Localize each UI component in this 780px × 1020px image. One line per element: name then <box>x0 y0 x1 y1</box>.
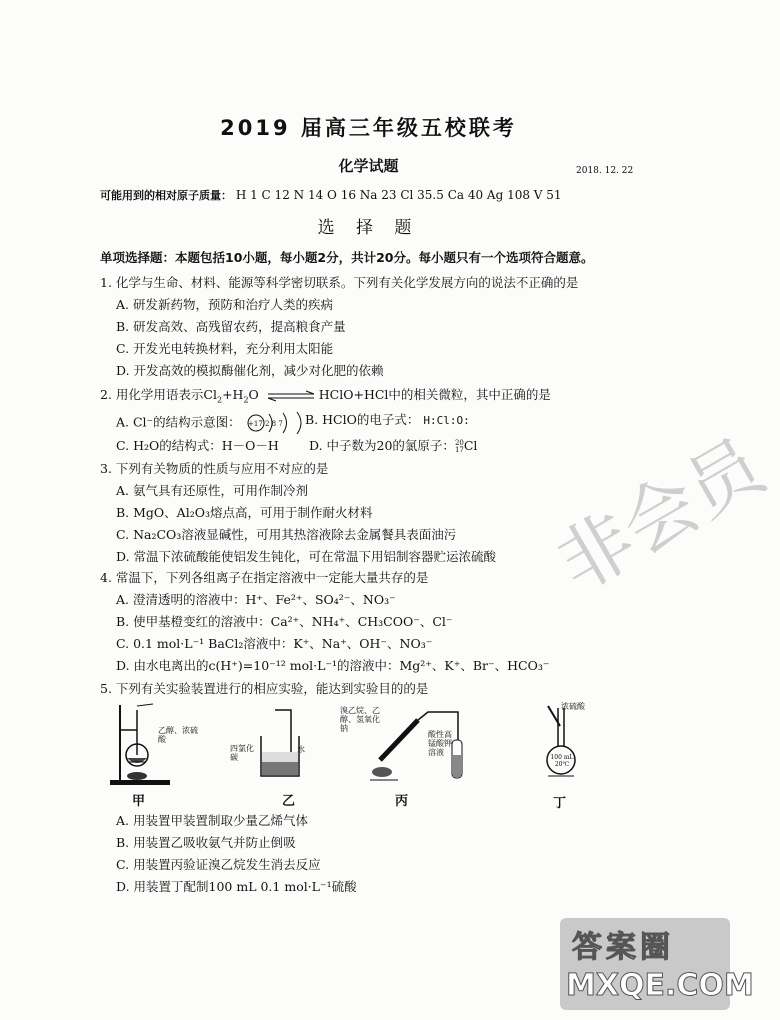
site-badge-name: 答案圈 <box>572 930 674 965</box>
q3-stem: 3. 下列有关物质的性质与应用不对应的是 <box>100 461 329 476</box>
q2-option-d-symbol: Cl <box>463 438 478 453</box>
site-badge-url: MXQE.COM <box>566 968 754 1003</box>
apparatus-ding-top-label: 浓硫酸 <box>561 702 585 711</box>
apparatus-bing-diagram <box>368 700 473 785</box>
q1-option-b: B. 研发高效、高残留农药，提高粮食产量 <box>116 319 346 334</box>
section-title: 选 择 题 <box>317 218 420 238</box>
q4-option-a: A. 澄清透明的溶液中：H⁺、Fe²⁺、SO₄²⁻、NO₃⁻ <box>116 592 396 607</box>
q5-option-d: D. 用装置丁配制100 mL 0.1 mol·L⁻¹硫酸 <box>116 879 357 894</box>
q1-option-c: C. 开发光电转换材料，充分利用太阳能 <box>116 341 334 356</box>
apparatus-bing-left-label: 溴乙烷、乙醇、氢氧化钠 <box>340 706 380 733</box>
reversible-arrow-icon <box>266 391 316 401</box>
q1-stem: 1. 化学与生命、材料、能源等科学密切联系。下列有关化学发展方向的说法不正确的是 <box>100 275 579 290</box>
q2-stem-part1: 2. 用化学用语表示Cl <box>100 387 217 402</box>
atomic-masses-values: H 1 C 12 N 14 O 16 Na 23 Cl 35.5 Ca 40 Ag 108 V 51 <box>235 188 562 202</box>
apparatus-yi-diagram <box>255 708 305 780</box>
q2-stem-part3: O <box>248 387 259 402</box>
q2-option-b <box>305 410 470 428</box>
q2-option-d-mass-number: 20 <box>454 438 464 447</box>
atomic-masses-label: 可能用到的相对原子质量： <box>100 189 232 202</box>
q2-option-d-text: D. 中子数为20的氯原子： <box>309 438 455 453</box>
q4-option-d: D. 由水电离出的c(H⁺)=10⁻¹² mol·L⁻¹的溶液中：Mg²⁺、K⁺、Br⁻、HCO₃⁻ <box>116 658 550 673</box>
q5-stem: 5. 下列有关实验装置进行的相应实验，能达到实验目的的是 <box>100 681 429 696</box>
chloride-ion-structure-text: +17 2 8 7 <box>247 420 283 428</box>
q4-option-c: C. 0.1 mol·L⁻¹ BaCl₂溶液中：K⁺、Na⁺、OH⁻、NO₃⁻ <box>116 636 433 651</box>
apparatus-ding-label: 丁 <box>553 796 567 811</box>
q5-option-b: B. 用装置乙吸收氨气并防止倒吸 <box>116 835 296 850</box>
apparatus-jia-label: 甲 <box>132 794 146 809</box>
apparatus-ding-diagram <box>538 702 583 782</box>
atomic-masses <box>100 187 562 203</box>
apparatus-ding-flask-label: 100 mL 20℃ <box>550 754 574 768</box>
watermark-text: 非会员 <box>543 422 779 609</box>
apparatus-yi-left-label: 四氯化碳 <box>230 744 254 762</box>
q3-option-c: C. Na₂CO₃溶液显碱性，可用其热溶液除去金属餐具表面油污 <box>116 527 457 542</box>
q2-stem-sub-cl: 2 <box>216 395 223 405</box>
q2-stem <box>100 385 551 405</box>
apparatus-bing-right-label: 酸性高锰酸钾溶液 <box>428 730 452 757</box>
q5-option-c: C. 用装置丙验证溴乙烷发生消去反应 <box>116 857 321 872</box>
exam-title: 2019 届高三年级五校联考 <box>220 116 517 140</box>
apparatus-jia-diagram <box>105 700 185 788</box>
q2-stem-part2: +H <box>222 387 244 402</box>
q3-option-b: B. MgO、Al₂O₃熔点高，可用于制作耐火材料 <box>116 505 373 520</box>
q2-option-d <box>309 436 477 454</box>
q2-option-a-text: A. Cl⁻的结构示意图： <box>116 414 241 430</box>
apparatus-yi-label: 乙 <box>282 794 296 809</box>
apparatus-yi-right-label: 水 <box>297 745 305 754</box>
q1-option-d: D. 开发高效的模拟酶催化剂，减少对化肥的依赖 <box>116 363 384 378</box>
q4-stem: 4. 常温下，下列各组离子在指定溶液中一定能大量共存的是 <box>100 570 429 585</box>
q3-option-d: D. 常温下浓硫酸能使铝发生钝化，可在常温下用铝制容器贮运浓硫酸 <box>116 549 497 564</box>
q2-stem-part4: HClO+HCl中的相关微粒，其中正确的是 <box>318 387 551 402</box>
q1-option-a: A. 研发新药物，预防和治疗人类的疾病 <box>116 297 333 312</box>
q2-option-c: C. H₂O的结构式：H－O－H <box>116 438 279 453</box>
q2-option-b-formula: H:Cl:O: <box>423 414 470 427</box>
q5-option-a: A. 用装置甲装置制取少量乙烯气体 <box>116 813 308 828</box>
q4-option-b: B. 使甲基橙变红的溶液中：Ca²⁺、NH₄⁺、CH₃COO⁻、Cl⁻ <box>116 614 453 629</box>
subject-title: 化学试题 <box>338 157 399 175</box>
section-instructions: 单项选择题：本题包括10小题，每小题2分，共计20分。每小题只有一个选项符合题意。 <box>100 250 594 265</box>
q2-option-d-atomic-number: 17 <box>454 445 464 454</box>
apparatus-bing-label: 丙 <box>395 794 409 809</box>
q2-stem-sub-h: 2 <box>243 395 249 405</box>
q3-option-a: A. 氨气具有还原性，可用作制冷剂 <box>116 483 308 498</box>
exam-date: 2018. 12. 22 <box>576 166 634 176</box>
q2-option-a <box>116 410 315 436</box>
q2-option-b-text: B. HClO的电子式： <box>305 412 420 427</box>
apparatus-jia-reagent: 乙醇、浓硫酸 <box>158 726 198 744</box>
